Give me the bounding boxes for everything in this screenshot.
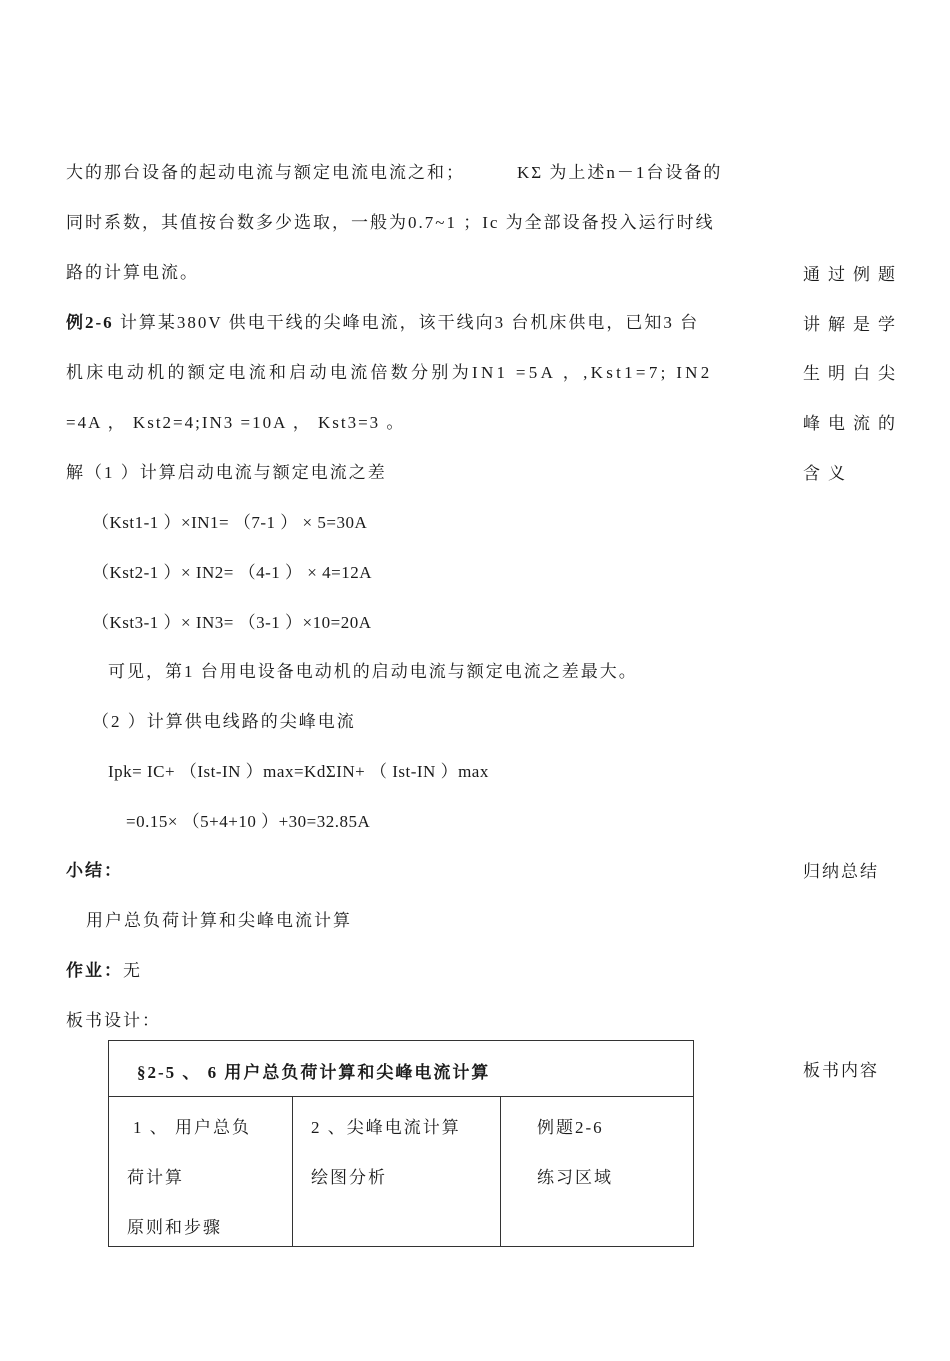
text-segment: KΣ 为上述n－1台设备的: [517, 163, 723, 182]
side-note: 通过例题: [803, 265, 903, 284]
board-table-header: [109, 1041, 693, 1097]
cell-text: 练习区域: [537, 1168, 613, 1187]
cell-text: 1 、 用户总负: [133, 1118, 251, 1137]
example-heading: [66, 308, 699, 333]
side-note: 讲解是学: [803, 315, 903, 334]
side-note: 归纳总结: [803, 862, 879, 881]
cell-text: 例题2-6: [537, 1118, 604, 1137]
paragraph-line: 路的计算电流。: [66, 263, 199, 282]
homework-line: [66, 956, 142, 981]
cell-text: 2 、尖峰电流计算: [311, 1118, 461, 1137]
board-table-cell: [501, 1097, 693, 1246]
solution-step-2: （2 ）计算供电线路的尖峰电流: [92, 712, 356, 731]
text-segment: 大的那台设备的起动电流与额定电流电流之和；: [66, 163, 465, 182]
side-note: 板书内容: [803, 1061, 879, 1080]
paragraph-line: 可见，第1 台用电设备电动机的启动电流与额定电流之差最大。: [108, 662, 638, 681]
homework-label: 作业：: [66, 961, 123, 980]
side-note: 含义: [803, 464, 853, 483]
equation-line: （Kst3-1 ）× IN3= （3-1 ）×10=20A: [92, 613, 372, 632]
board-design-label: 板书设计：: [66, 1011, 161, 1030]
equation-line: Ipk= IC+ （Ist-IN ）max=KdΣIN+ （ Ist-IN ）max: [108, 762, 489, 781]
cell-text: 荷计算: [127, 1168, 184, 1187]
example-label: 例2-6: [66, 313, 114, 332]
paragraph-line: 机床电动机的额定电流和启动电流倍数分别为IN1 =5A ，,Kst1=7; IN2: [66, 363, 713, 382]
board-table-cell: [109, 1097, 293, 1246]
side-note: 生明白尖: [803, 364, 903, 383]
equation-line: =0.15× （5+4+10 ）+30=32.85A: [126, 812, 371, 831]
summary-text: 用户总负荷计算和尖峰电流计算: [86, 911, 352, 930]
cell-text: 原则和步骤: [127, 1218, 222, 1237]
paragraph-line: [66, 158, 722, 183]
homework-text: 无: [123, 961, 142, 980]
equation-line: （Kst2-1 ）× IN2= （4-1 ） × 4=12A: [92, 563, 373, 582]
summary-label: 小结：: [66, 861, 123, 880]
solution-step-1: 解（1 ）计算启动电流与额定电流之差: [66, 463, 387, 482]
board-design-table: [108, 1040, 694, 1247]
example-text: 计算某380V 供电干线的尖峰电流，该干线向3 台机床供电，已知3 台: [113, 313, 700, 332]
cell-text: 绘图分析: [311, 1168, 387, 1187]
board-table-cell: [293, 1097, 501, 1246]
equation-line: （Kst1-1 ）×IN1= （7-1 ） × 5=30A: [92, 513, 368, 532]
board-table-title: §2-5 、 6 用户总负荷计算和尖峰电流计算: [137, 1063, 491, 1082]
paragraph-line: =4A ， Kst2=4;IN3 =10A ， Kst3=3 。: [66, 413, 406, 432]
side-note: 峰电流的: [803, 414, 903, 433]
paragraph-line: 同时系数，其值按台数多少选取，一般为0.7~1 ；Ic 为全部设备投入运行时线: [66, 213, 715, 232]
